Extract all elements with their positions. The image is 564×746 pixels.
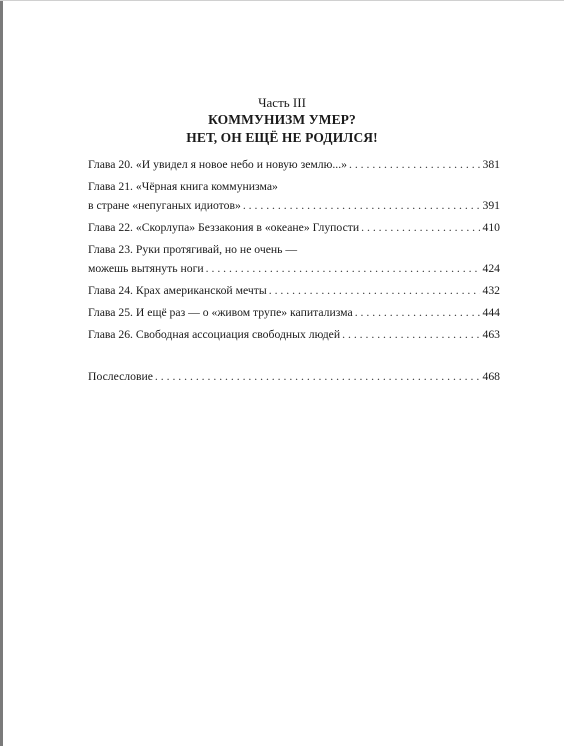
toc-entry-title: Глава 25. И ещё раз — о «живом трупе» капитализма (88, 306, 353, 319)
toc-entry-chapter-20[interactable] (88, 155, 500, 174)
toc-entry-title-line: Глава 23. Руки протягивай, но не очень — (88, 243, 298, 256)
toc-page-number: 381 (482, 158, 500, 171)
toc-entry-chapter-24[interactable] (88, 281, 500, 300)
toc-page-number: 468 (482, 370, 500, 383)
toc-entry-chapter-23[interactable] (88, 240, 500, 278)
toc-entry-title: Глава 22. «Скорлупа» Беззакония в «океане» Глупости (88, 221, 360, 234)
toc-entry-chapter-25[interactable] (88, 303, 500, 322)
dot-leader (361, 218, 480, 237)
toc-entry-title: Послесловие (88, 370, 153, 383)
part-label: Часть III (258, 95, 306, 110)
part-title-line-2: НЕТ, ОН ЕЩЁ НЕ РОДИЛСЯ! (186, 130, 378, 145)
dot-leader (243, 196, 481, 215)
toc-spacer (88, 347, 500, 367)
toc-entry-chapter-26[interactable] (88, 325, 500, 344)
toc-entry-afterword[interactable] (88, 367, 500, 386)
toc-entry-chapter-21[interactable] (88, 177, 500, 215)
dot-leader (355, 303, 481, 322)
page-top-edge (0, 0, 564, 1)
toc-page-number: 432 (482, 284, 500, 297)
toc-page-number: 410 (482, 221, 500, 234)
dot-leader (155, 367, 481, 386)
toc-entry-title-line: Глава 21. «Чёрная книга коммунизма» (88, 180, 278, 193)
table-of-contents (88, 155, 500, 389)
toc-entry-title: Глава 20. «И увидел я новое небо и новую землю...» (88, 158, 347, 171)
dot-leader (349, 155, 481, 174)
dot-leader (342, 325, 480, 344)
toc-page-number: 463 (482, 328, 500, 341)
dot-leader (206, 259, 481, 278)
toc-page-number: 444 (482, 306, 500, 319)
toc-entry-title: в стране «непуганых идиотов» (88, 199, 241, 212)
part-title-line-1: КОММУНИЗМ УМЕР? (208, 112, 356, 127)
toc-entry-title: Глава 24. Крах американской мечты (88, 284, 267, 297)
toc-entry-chapter-22[interactable] (88, 218, 500, 237)
toc-page-number: 391 (482, 199, 500, 212)
toc-entry-title: Глава 26. Свободная ассоциация свободных людей (88, 328, 341, 341)
part-heading (0, 94, 564, 147)
toc-page-number: 424 (482, 262, 500, 275)
dot-leader (269, 281, 481, 300)
toc-entry-title: можешь вытянуть ноги (88, 262, 204, 275)
